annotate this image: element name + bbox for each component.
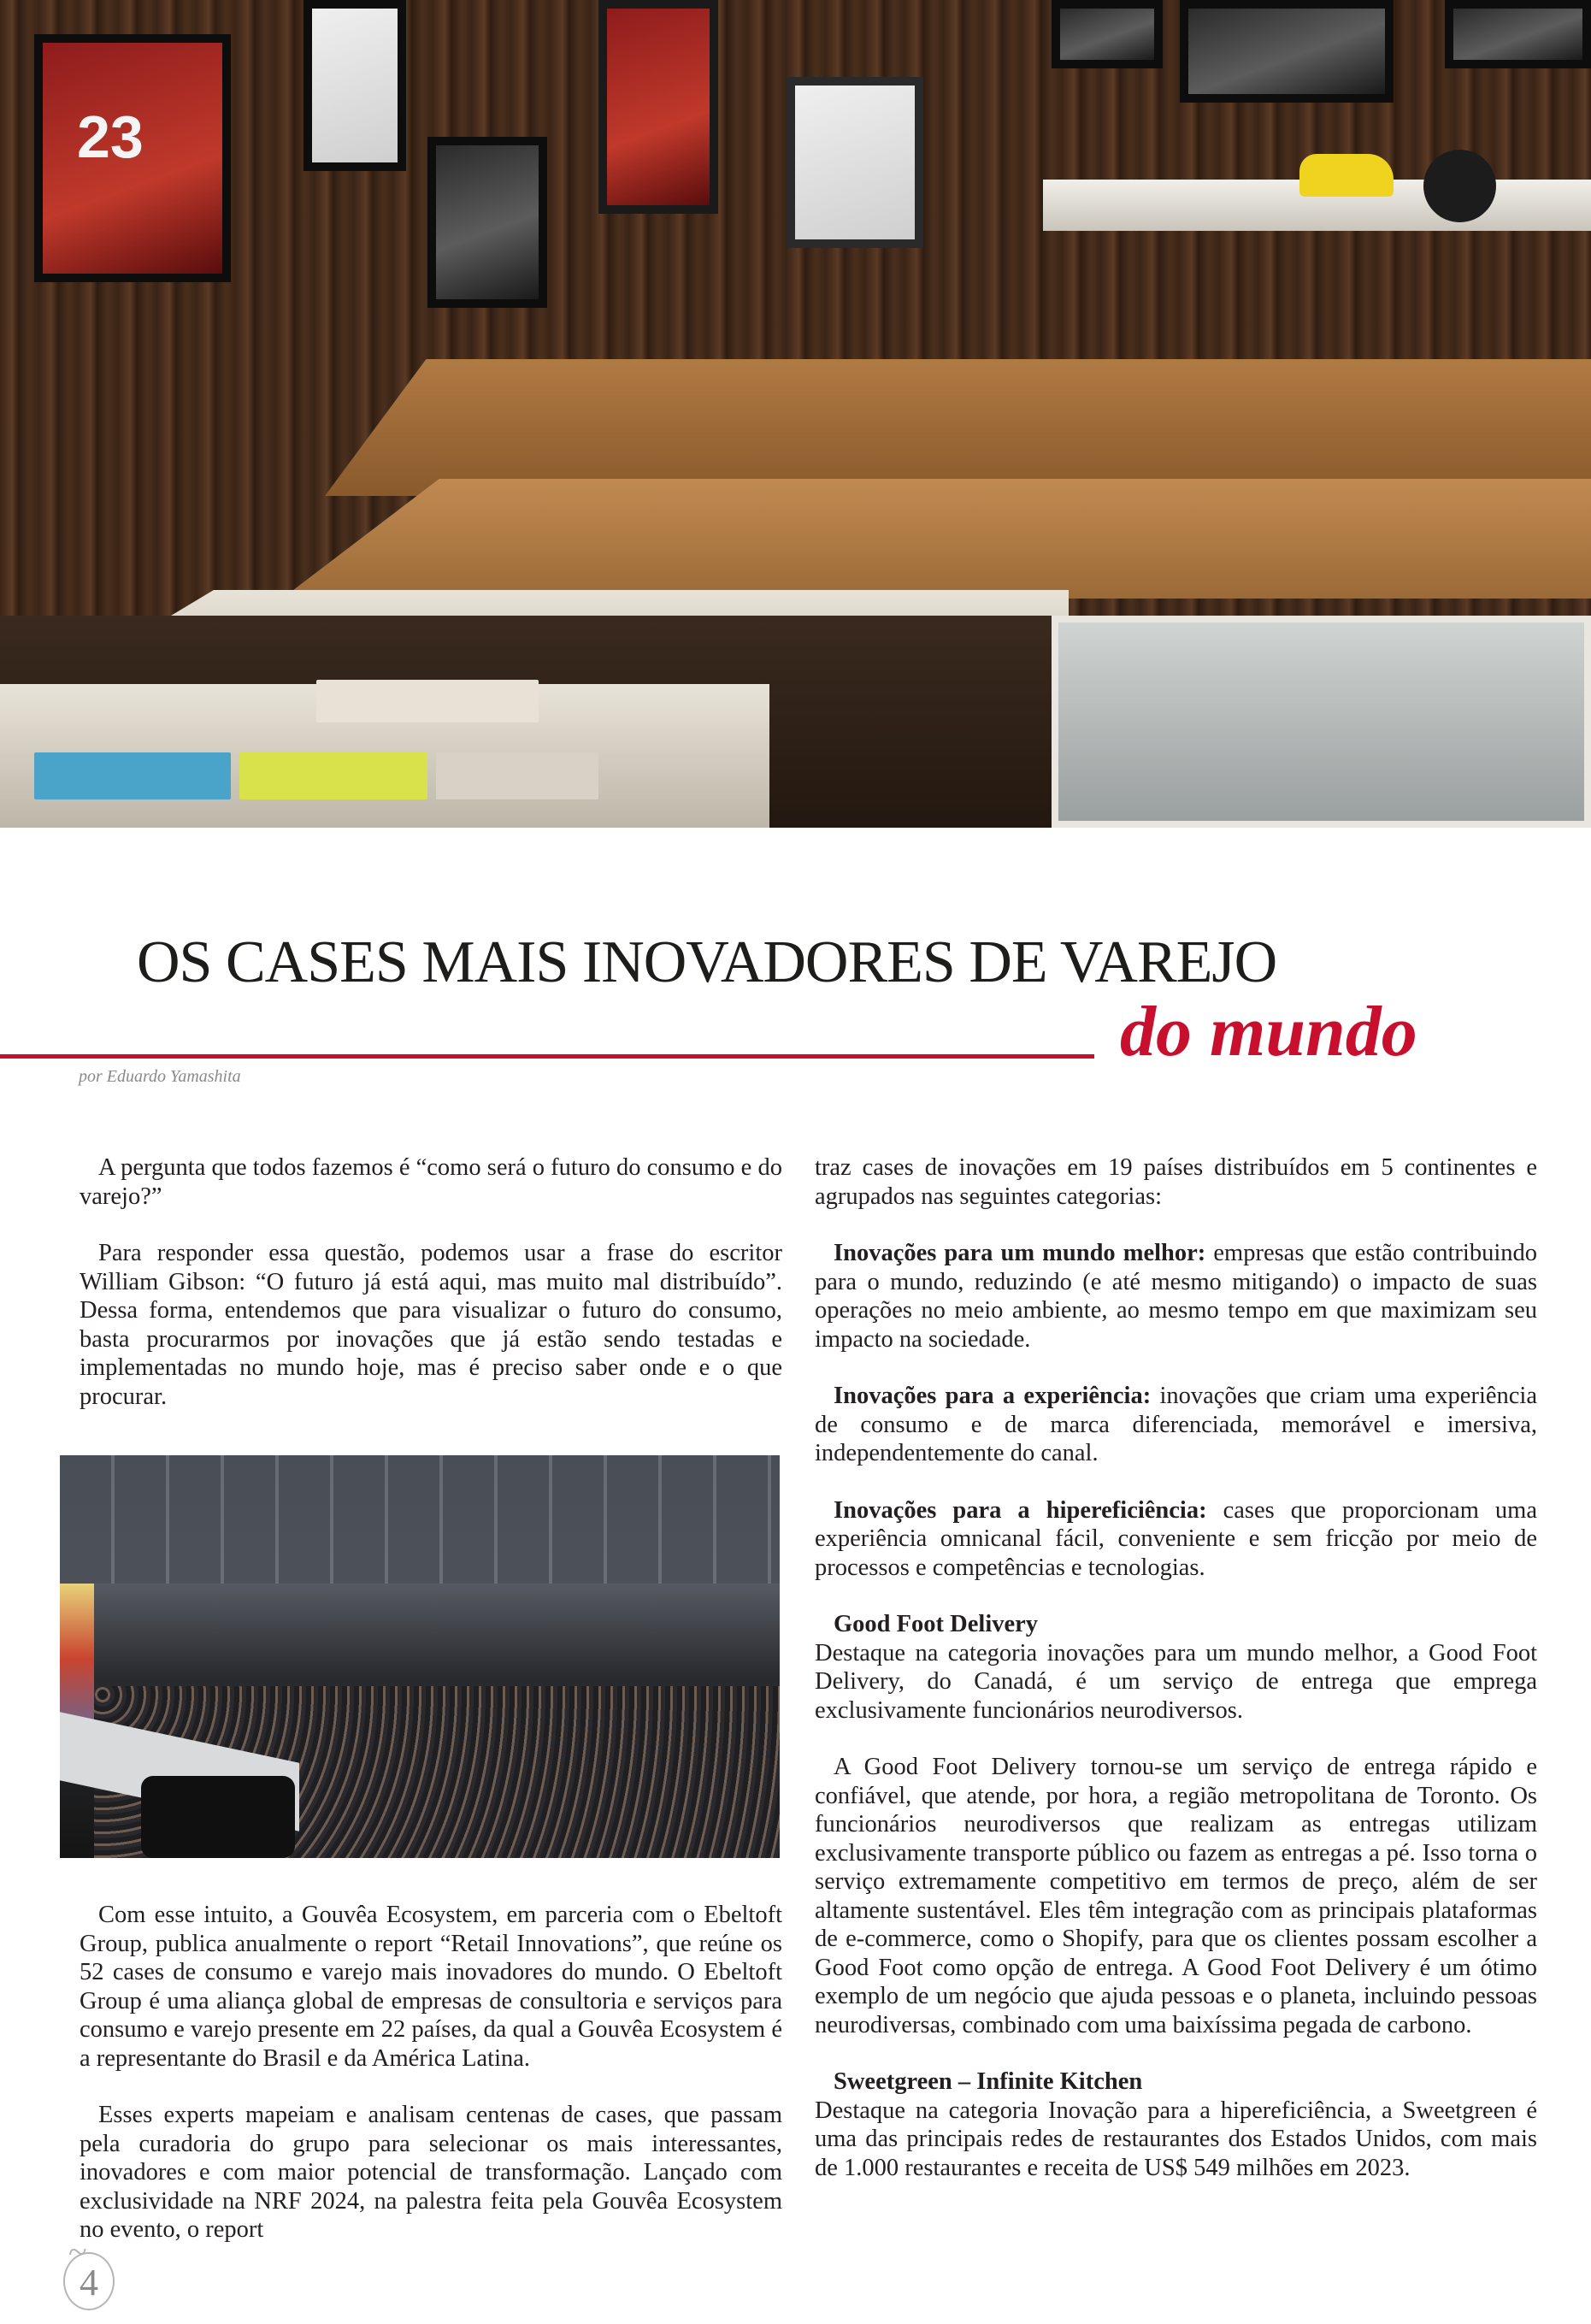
- category-text: empresas que estão contribuindo para o mundo, reduzindo (e até mesmo mitigando) o impacto de suas operações no meio ambiente, ao mesmo tempo em que maximizam seu impacto na sociedade.: [815, 1240, 1537, 1353]
- page-number-text: 4: [80, 2262, 98, 2303]
- coffee-table: [1052, 616, 1591, 828]
- category-text: inovações que criam uma experiência de consumo e de marca diferenciada, memorável e imersiva, independentemente do canal.: [815, 1383, 1537, 1466]
- category-paragraph: [815, 1496, 1537, 1583]
- paragraph: traz cases de inovações em 19 países distribuídos em 5 continentes e agrupados nas seguintes categorias:: [815, 1154, 1537, 1210]
- folio-ornament: ~: [68, 2233, 87, 2271]
- article-title: OS CASES MAIS INOVADORES DE VAREJO: [137, 929, 1277, 995]
- hero-lounge-photo: [0, 0, 1591, 828]
- sofa-seat: [282, 479, 1591, 599]
- framed-poster: [787, 77, 923, 248]
- page-number: [60, 2228, 120, 2310]
- category-paragraph: [815, 1239, 1537, 1354]
- framed-jersey-23: [34, 34, 231, 282]
- framed-photo: [1180, 0, 1394, 103]
- right-column: [815, 1153, 1537, 2182]
- framed-photo: [303, 0, 406, 171]
- paragraph-text: Esses experts mapeiam e analisam centenas de cases, que passam pela curadoria do grupo para selecionar os mais interessantes, inovadores e com maior potencial de transformação. Lançado com exclusividade na NRF 2024, na palestra feita pela Gouvêa Ecosystem no evento, o report: [80, 2102, 782, 2243]
- framed-photo: [1052, 0, 1163, 68]
- book: [34, 752, 231, 799]
- book: [239, 752, 427, 799]
- framed-photo: [427, 137, 547, 308]
- helmet: [1423, 150, 1496, 222]
- jersey-number: 23: [77, 103, 144, 170]
- category-text: cases que proporcionam uma experiência omnicanal fácil, conveniente e sem fricção por meio de processos e competências e tecnologias.: [815, 1496, 1537, 1581]
- framed-photo: [1445, 0, 1591, 68]
- article-subtitle: do mundo: [1120, 992, 1417, 1071]
- section-block: [815, 1610, 1537, 1725]
- byline: por Eduardo Yamashita: [79, 1067, 241, 1086]
- stage-light: [141, 1776, 295, 1858]
- magazine-stack: [316, 680, 539, 723]
- ceiling: [60, 1455, 780, 1584]
- framed-jersey: [598, 0, 718, 214]
- section-block: [815, 2067, 1537, 2182]
- left-column: [80, 1153, 782, 1411]
- left-column-lower: [80, 1901, 782, 2244]
- paragraph: A pergunta que todos fazemos é “como será o futuro do consumo e do varejo?”: [80, 1154, 782, 1210]
- section-heading: Good Foot Delivery: [834, 1611, 1039, 1637]
- paragraph: A Good Foot Delivery tornou-se um serviço de entrega rápido e confiável, que atende, por hora, a região metropolitana de Toronto. Os funcionários neurodiversos que realizam as entregas utilizam exclusivamente transporte público ou fazem as entregas a pé. Isso torna o serviço extremamente competitivo em termos de preço, além de ser altamente sustentável. Eles têm integração com as principais plataformas de e-commerce, como o Shopify, para que os clientes possam escolher a Good Foot como opção de entrega. A Good Foot Delivery é um ótimo exemplo de um negócio que ajuda pessoas e o planeta, incluindo pessoas neurodiversas, combinado com uma baixíssima pegada de carbono.: [815, 1754, 1537, 2038]
- paragraph: [80, 2101, 782, 2244]
- category-paragraph: [815, 1382, 1537, 1468]
- paragraph: Com esse intuito, a Gouvêa Ecosystem, em parceria com o Ebeltoft Group, publica anualmente o report “Retail Innovations”, que reúne os 52 cases de consumo e varejo mais inovadores do mundo. O Ebeltoft Group é uma aliança global de empresas de consultoria e serviços para consumo e varejo presente em 22 países, da qual a Gouvêa Ecosystem é a representante do Brasil e da América Latina.: [80, 1902, 782, 2072]
- title-rule: [0, 1054, 1094, 1059]
- section-heading: Sweetgreen – Infinite Kitchen: [834, 2068, 1143, 2095]
- sofa-back: [325, 359, 1591, 496]
- conference-photo: [60, 1455, 780, 1858]
- paragraph-text: Destaque na categoria inovações para um mundo melhor, a Good Foot Delivery, do Canadá, é um serviço de entrega que emprega exclusivamente funcionários neurodiversos.: [815, 1639, 1537, 1724]
- category-label: Inovações para um mundo melhor:: [834, 1240, 1206, 1266]
- category-label: Inovações para a experiência:: [834, 1383, 1152, 1409]
- sneaker: [1299, 154, 1394, 197]
- book: [436, 752, 598, 799]
- category-label: Inovações para a hipereficiência:: [834, 1496, 1207, 1524]
- paragraph-text: Destaque na categoria Inovação para a hipereficiência, a Sweetgreen é uma das principais redes de restaurantes dos Estados Unidos, com mais de 1.000 restaurantes e receita de US$ 549 milhões em 2023.: [815, 2097, 1537, 2181]
- paragraph: Para responder essa questão, podemos usar a frase do escritor William Gibson: “O futuro já está aqui, mas muito mal distribuído”. Dessa forma, entendemos que para visualizar o futuro do consumo, basta procurarmos por inovações que já estão sendo testadas e implementadas no mundo hoje, mas é preciso saber onde e o que procurar.: [80, 1240, 782, 1410]
